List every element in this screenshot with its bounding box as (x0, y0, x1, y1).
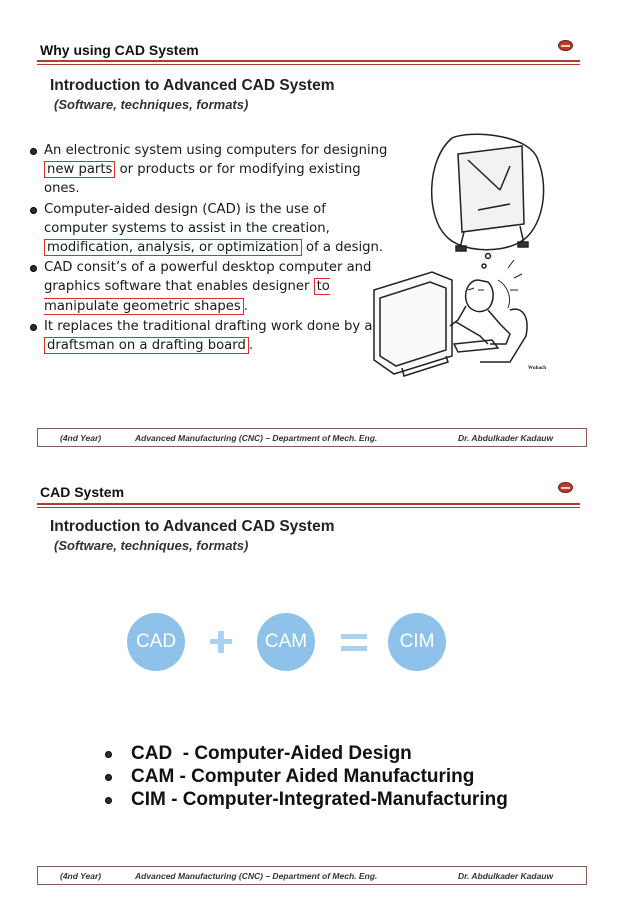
list-item (105, 788, 508, 811)
definition-list (105, 742, 508, 811)
definition-cim: CIM - Computer-Integrated-Manufacturing (131, 789, 508, 810)
bullet-dot-icon (30, 265, 37, 272)
list-item (30, 141, 390, 199)
equals-icon-lower (341, 646, 367, 651)
equals-icon (341, 634, 367, 639)
bullet-text: It replaces the traditional drafting work done by a (44, 318, 373, 334)
slide-cad-system (0, 458, 638, 922)
bullet-dot-icon (30, 324, 37, 331)
bullet-dot-icon (30, 148, 37, 155)
footer-course: Advanced Manufacturing (CNC) – Department of Mech. Eng. (135, 433, 378, 443)
footer-year: (4nd Year) (60, 433, 102, 443)
intro-subtitle: (Software, techniques, formats) (54, 538, 249, 553)
bullet-dot-icon (105, 751, 112, 758)
bullet-text: of a design. (301, 240, 384, 256)
list-item (105, 765, 508, 788)
highlight-draftsman: draftsman on a drafting board (44, 337, 249, 354)
intro-title: Introduction to Advanced CAD System (50, 77, 335, 94)
footer-author: Dr. Abdulkader Kadauw (458, 871, 554, 881)
title-rule (37, 60, 580, 65)
cartoon-drafting-illustration (360, 130, 560, 380)
bullet-text: . (248, 338, 254, 354)
slide-title: Why using CAD System (40, 42, 199, 58)
bullet-dot-icon (105, 774, 112, 781)
intro-title: Introduction to Advanced CAD System (50, 518, 335, 535)
slide-why-cad (0, 0, 638, 455)
bullet-text: An electronic system using computers for designing (44, 143, 388, 158)
list-item (105, 742, 508, 765)
slide-title: CAD System (40, 484, 125, 500)
bullet-dot-icon (30, 207, 37, 214)
footer-course: Advanced Manufacturing (CNC) – Department of Mech. Eng. (135, 871, 378, 881)
cim-circle: CIM (388, 613, 446, 671)
bullet-text: CAD consit’s of a powerful desktop computer and graphics software that enables designer (44, 260, 372, 295)
list-item (30, 200, 390, 258)
footer-author: Dr. Abdulkader Kadauw (458, 433, 554, 443)
illustration-signature: Wubach (528, 366, 546, 371)
slide-footer (37, 428, 587, 447)
slide-footer (37, 866, 587, 885)
university-logo-icon (558, 482, 573, 493)
definition-cam: CAM - Computer Aided Manufacturing (131, 766, 475, 787)
list-item (30, 258, 390, 316)
highlight-new-parts: new parts (44, 161, 115, 178)
bullet-dot-icon (105, 797, 112, 804)
cam-circle: CAM (257, 613, 315, 671)
plus-icon-vertical (218, 631, 224, 653)
bullet-text: . (243, 298, 248, 314)
bullet-text: or products or for modifying existing ones. (44, 162, 361, 197)
footer-year: (4nd Year) (60, 871, 102, 881)
definition-cad: CAD - Computer-Aided Design (131, 743, 412, 764)
university-logo-icon (558, 40, 573, 51)
bullet-text: Computer-aided design (CAD) is the use of computer systems to assist in the creation, (44, 201, 330, 236)
title-rule (37, 503, 580, 508)
bullet-list (30, 141, 390, 355)
intro-subtitle: (Software, techniques, formats) (54, 97, 249, 112)
list-item (30, 317, 390, 355)
highlight-geometric-shapes: to manipulate geometric shapes (44, 279, 330, 314)
highlight-modification: modification, analysis, or optimization (44, 239, 302, 256)
cad-circle: CAD (127, 613, 185, 671)
